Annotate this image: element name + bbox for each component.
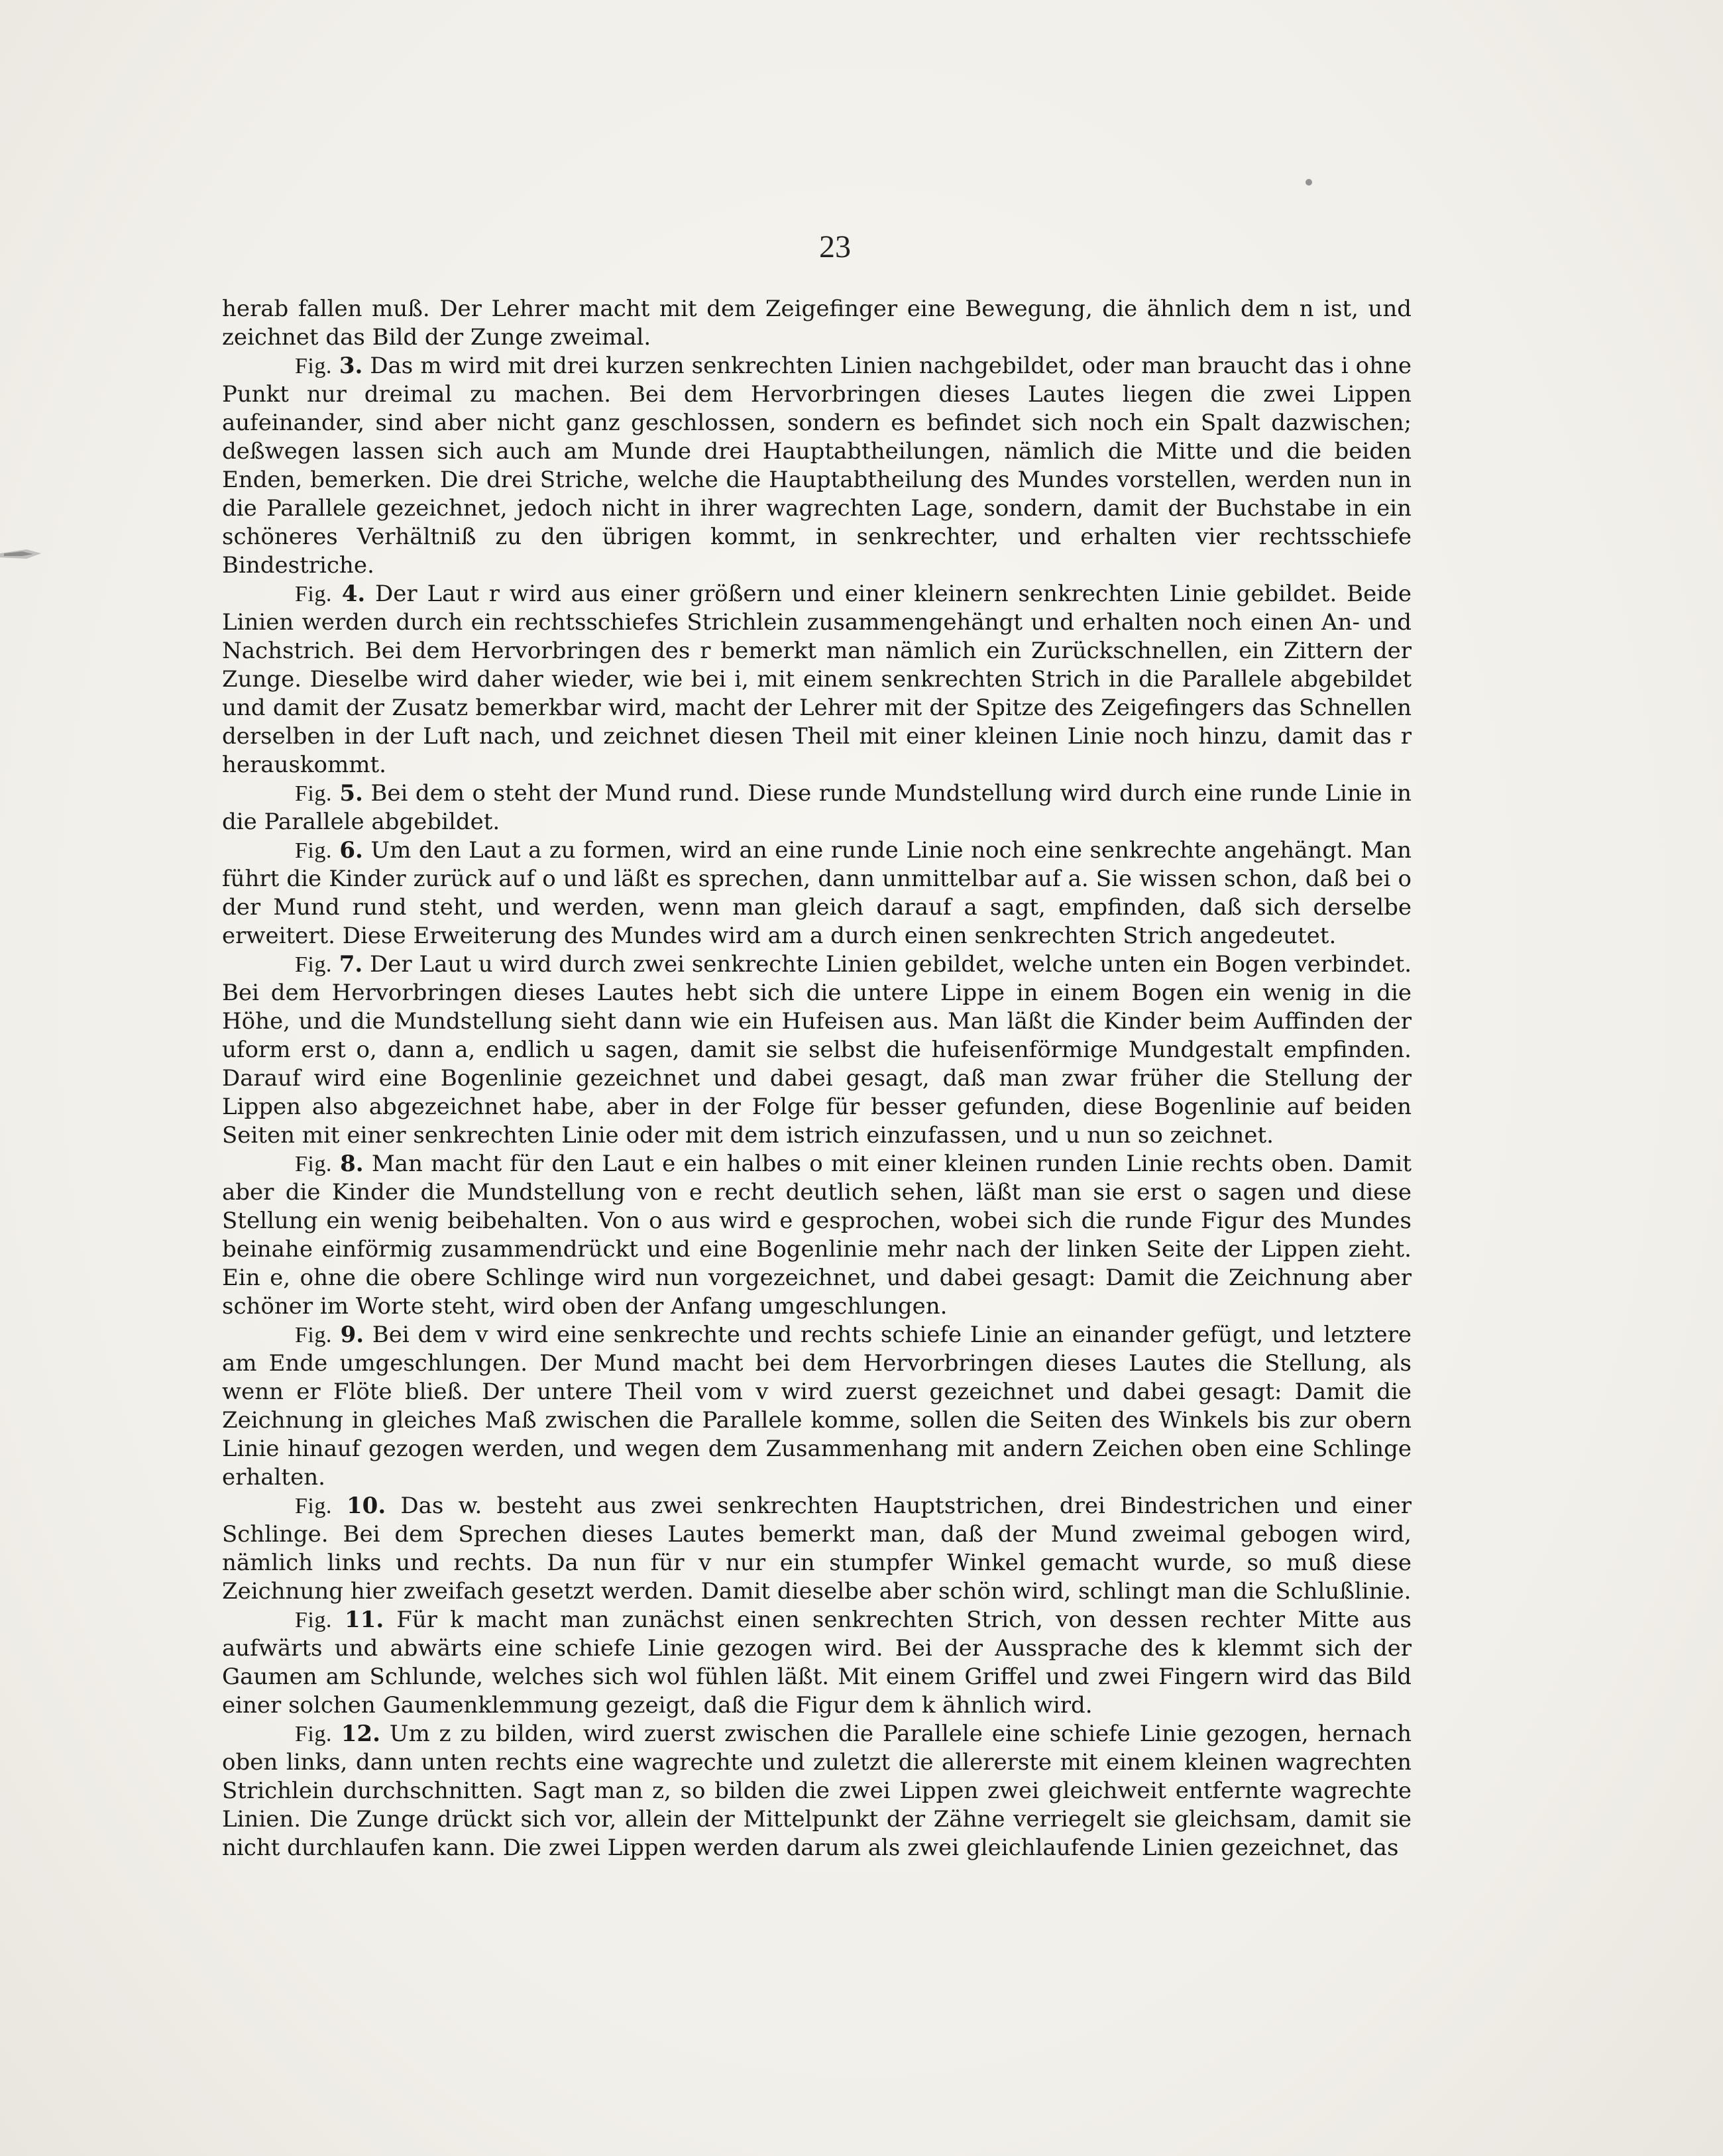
fig-label: Fig. [295,781,332,806]
paragraph [222,1321,1412,1492]
fig-label: Fig. [295,1323,332,1347]
paragraph-text: Der Laut u wird durch zwei senkrechte Linien gebildet, welche unten ein Bogen verbindet. Bei dem Hervorbringen dieses Lautes hebt sich die untere Lippe in einem Bogen ein wenig in die Höhe, und die Mundstellung sieht dann wie ein Hufeisen aus. Man läßt die Kinder beim Auffinden der uform erst o, dann a, endlich u sagen, damit sie selbst die hufeisenförmige Mundgestalt empfinden. Darauf wird eine Bogenlinie gezeichnet und dabei gesagt, daß man zwar früher die Stellung der Lippen also abgezeichnet habe, aber in der Folge für besser gefunden, diese Bogenlinie auf beiden Seiten mit einer senkrechten Linie oder mit dem istrich einzufassen, und u nun so zeichnet. [222,951,1412,1149]
ink-speck [1306,179,1312,186]
paragraph [222,1150,1412,1321]
fig-number: 12. [341,1721,380,1747]
paragraph-text: Der Laut r wird aus einer größern und einer kleinern senkrechten Linie gebildet. Beide Linien werden durch ein rechtsschiefes Strichlein zusammengehängt und erhalten noch einen An- und Nachstrich. Bei dem Hervorbringen des r bemerkt man nämlich ein Zurückschnellen, ein Zittern der Zunge. Dieselbe wird daher wieder, wie bei i, mit einem senkrechten Strich in die Parallele abgebildet und damit der Zusatz bemerkbar wird, macht der Lehrer mit der Spitze des Zeigefingers das Schnellen derselben in der Luft nach, und zeichnet diesen Theil mit einer kleinen Linie noch hinzu, damit das r herauskommt. [222,581,1412,778]
fig-number: 11. [345,1607,384,1633]
fig-label: Fig. [295,582,332,606]
paragraph-text: herab fallen muß. Der Lehrer macht mit dem Zeigefinger eine Bewegung, die ähnlich dem n ist, und zeichnet das Bild der Zunge zweimal. [222,296,1412,351]
fig-label: Fig. [295,1152,332,1176]
fig-number: 10. [347,1493,386,1519]
fig-number: 8. [340,1151,364,1177]
fig-number: 6. [339,837,363,864]
fig-number: 7. [339,951,363,978]
fig-label: Fig. [295,354,332,378]
binding-mark-icon [0,540,46,571]
paragraph-text: Für k macht man zunächst einen senkrechten Strich, von dessen rechter Mitte aus aufwärts und abwärts eine schiefe Linie gezogen wird. Bei der Aussprache des k klemmt sich der Gaumen am Schlunde, welches sich wol fühlen läßt. Mit einem Griffel und zwei Fingern wird das Bild einer solchen Gaumenklemmung gezeigt, daß die Figur dem k ähnlich wird. [222,1607,1412,1719]
fig-number: 5. [339,780,363,807]
paragraph-text: Das w. besteht aus zwei senkrechten Hauptstrichen, drei Bindestrichen und einer Schlinge. Bei dem Sprechen dieses Lautes bemerkt man, daß der Mund zweimal gebogen wird, nämlich links und rechts. Da nun für v nur ein stumpfer Winkel gemacht wurde, so muß diese Zeichnung hier zweifach gesetzt werden. Damit dieselbe aber schön wird, schlingt man die Schlußlinie. [222,1493,1412,1605]
paragraph [222,295,1412,352]
page-number: 23 [819,229,851,264]
paragraph [222,580,1412,779]
fig-label: Fig. [295,952,332,977]
paragraph-text: Bei dem o steht der Mund rund. Diese runde Mundstellung wird durch eine runde Linie in die Parallele abgebildet. [222,780,1412,835]
paragraph [222,836,1412,950]
fig-label: Fig. [295,838,332,863]
fig-label: Fig. [295,1494,332,1518]
paragraph-text: Das m wird mit drei kurzen senkrechten Linien nachgebildet, oder man braucht das i ohne Punkt nur dreimal zu machen. Bei dem Hervorbringen dieses Lautes liegen die zwei Lippen aufeinander, sind aber nicht ganz geschlossen, sondern es befindet sich noch ein Spalt dazwischen; deßwegen lassen sich auch am Munde drei Hauptabtheilungen, nämlich die Mitte und die beiden Enden, bemerken. Die drei Striche, welche die Hauptabtheilung des Mundes vorstellen, werden nun in die Parallele gezeichnet, jedoch nicht in ihrer wagrechten Lage, sondern, damit der Buchstabe in ein schöneres Verhältniß zu den übrigen kommt, in senkrechter, und erhalten vier rechtsschiefe Bindestriche. [222,353,1412,579]
paragraph-text: Man macht für den Laut e ein halbes o mit einer kleinen runden Linie rechts oben. Damit aber die Kinder die Mundstellung von e recht deutlich sehen, läßt man sie erst o sagen und diese Stellung ein wenig beibehalten. Von o aus wird e gesprochen, wobei sich die runde Figur des Mundes beinahe einförmig zusammendrückt und eine Bogenlinie mehr nach der linken Seite der Lippen zieht. Ein e, ohne die obere Schlinge wird nun vorgezeichnet, und dabei gesagt: Damit die Zeichnung aber schöner im Worte steht, wird oben der Anfang umgeschlungen. [222,1151,1412,1320]
fig-number: 9. [340,1322,364,1348]
paragraph [222,950,1412,1150]
paragraph [222,1720,1412,1862]
fig-label: Fig. [295,1722,332,1746]
paragraph [222,1606,1412,1720]
fig-number: 4. [341,581,366,607]
paragraph [222,1492,1412,1606]
body-text [222,295,1412,1862]
paragraph-text: Um z zu bilden, wird zuerst zwischen die Parallele eine schiefe Linie gezogen, hernach oben links, dann unten rechts eine wagrechte und zuletzt die allererste mit einem kleinen wagrechten Strichlein durchschnitten. Sagt man z, so bilden die zwei Lippen zwei gleichweit entfernte wagrechte Linien. Die Zunge drückt sich vor, allein der Mittelpunkt der Zähne verriegelt sie gleichsam, damit sie nicht durchlaufen kann. Die zwei Lippen werden darum als zwei gleichlaufende Linien gezeichnet, das [222,1721,1412,1861]
paragraph [222,779,1412,836]
paragraph-text: Bei dem v wird eine senkrechte und rechts schiefe Linie an einander gefügt, und letztere am Ende umgeschlungen. Der Mund macht bei dem Hervorbringen dieses Lautes die Stellung, als wenn er Flöte bließ. Der untere Theil vom v wird zuerst gezeichnet und dabei gesagt: Damit die Zeichnung in gleiches Maß zwischen die Parallele komme, sollen die Seiten des Winkels bis zur obern Linie hinauf gezogen werden, und wegen dem Zusammenhang mit andern Zeichen oben eine Schlinge erhalten. [222,1322,1412,1491]
fig-label: Fig. [295,1608,332,1632]
paragraph [222,352,1412,580]
fig-number: 3. [339,353,363,379]
paragraph-text: Um den Laut a zu formen, wird an eine runde Linie noch eine senkrechte angehängt. Man führt die Kinder zurück auf o und läßt es sprechen, dann unmittelbar auf a. Sie wissen schon, daß bei o der Mund rund steht, und werden, wenn man gleich darauf a sagt, empfinden, daß sich derselbe erweitert. Diese Erweiterung des Mundes wird am a durch einen senkrechten Strich angedeutet. [222,837,1412,949]
